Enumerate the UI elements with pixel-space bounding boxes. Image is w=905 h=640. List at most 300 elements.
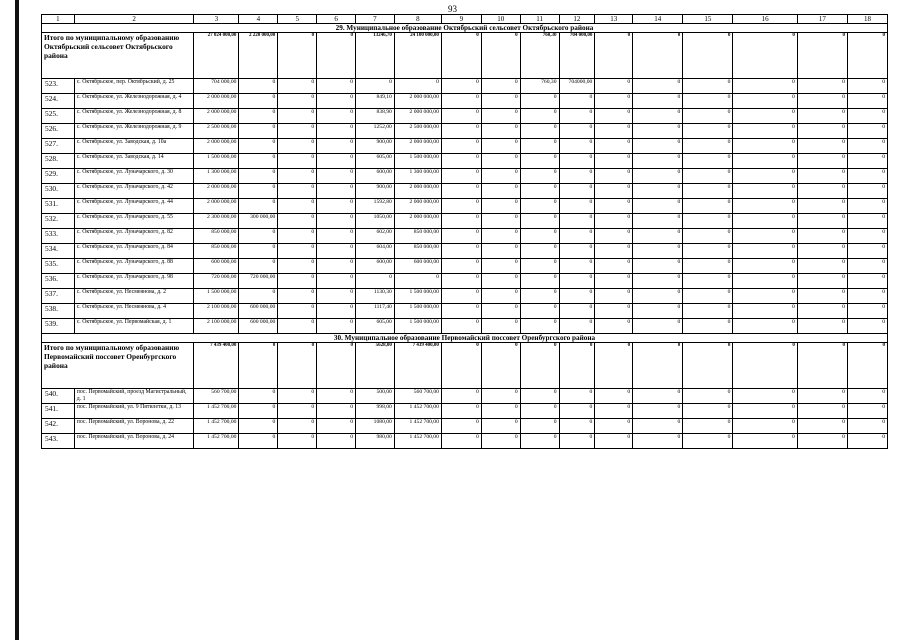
table-row [42,274,888,289]
row-value-col-18: 0 [847,419,887,434]
row-number: 537. [42,289,75,304]
row-value-col-14: 0 [633,289,683,304]
total-value-col-13: 0 [595,33,633,79]
row-value-col-17: 0 [797,319,847,334]
row-value-col-8: 2 000 000,00 [394,139,441,154]
row-address: с. Октябрьское, ул. Луначарского, д. 44 [74,199,194,214]
row-value-col-10: 0 [481,154,520,169]
row-value-col-6: 0 [317,229,356,244]
row-value-col-11: 0 [520,94,559,109]
row-value-col-18: 0 [847,319,887,334]
row-value-col-10: 0 [481,79,520,94]
row-value-col-16: 0 [733,79,797,94]
row-value-col-18: 0 [847,244,887,259]
total-value-col-11: 760,30 [520,33,559,79]
row-value-col-3: 560 700,00 [194,389,239,404]
row-value-col-6: 0 [317,289,356,304]
row-value-col-14: 0 [633,389,683,404]
row-number: 541. [42,404,75,419]
column-number-5: 5 [278,15,317,24]
row-value-col-17: 0 [797,214,847,229]
row-value-col-3: 850 000,00 [194,229,239,244]
row-value-col-15: 0 [683,229,733,244]
row-value-col-16: 0 [733,389,797,404]
total-value-col-13: 0 [595,343,633,389]
row-number: 542. [42,419,75,434]
row-value-col-7: 0 [356,274,395,289]
row-value-col-5: 0 [278,124,317,139]
total-value-col-9: 0 [441,33,481,79]
section-title-row [42,334,888,343]
row-number: 523. [42,79,75,94]
row-value-col-9: 0 [441,124,481,139]
row-value-col-14: 0 [633,259,683,274]
row-value-col-16: 0 [733,94,797,109]
row-value-col-10: 0 [481,109,520,124]
row-value-col-10: 0 [481,389,520,404]
row-value-col-10: 0 [481,214,520,229]
row-value-col-10: 0 [481,169,520,184]
row-value-col-16: 0 [733,154,797,169]
row-value-col-8: 2 500 000,00 [394,124,441,139]
row-value-col-17: 0 [797,274,847,289]
row-value-col-4: 0 [239,389,278,404]
row-value-col-8: 0 [394,274,441,289]
row-value-col-16: 0 [733,319,797,334]
row-value-col-7: 998,00 [356,404,395,419]
row-value-col-9: 0 [441,259,481,274]
row-value-col-11: 0 [520,124,559,139]
row-value-col-9: 0 [441,274,481,289]
row-value-col-17: 0 [797,404,847,419]
row-value-col-15: 0 [683,319,733,334]
row-value-col-10: 0 [481,404,520,419]
row-value-col-12: 0 [559,169,595,184]
row-value-col-4: 0 [239,244,278,259]
row-value-col-11: 0 [520,259,559,274]
row-value-col-9: 0 [441,389,481,404]
row-value-col-14: 0 [633,419,683,434]
row-number: 527. [42,139,75,154]
row-value-col-16: 0 [733,289,797,304]
total-value-col-17: 0 [797,343,847,389]
row-value-col-5: 0 [278,154,317,169]
row-value-col-7: 0 [356,79,395,94]
row-value-col-15: 0 [683,199,733,214]
row-address: с. Октябрьское, ул. Первомайская, д. 1 [74,319,194,334]
row-value-col-8: 850 000,00 [394,229,441,244]
row-number: 540. [42,389,75,404]
row-value-col-10: 0 [481,184,520,199]
row-value-col-4: 0 [239,289,278,304]
row-value-col-13: 0 [595,434,633,449]
row-value-col-16: 0 [733,304,797,319]
row-value-col-13: 0 [595,389,633,404]
row-value-col-9: 0 [441,169,481,184]
row-value-col-6: 0 [317,274,356,289]
section-total-row [42,33,888,79]
row-value-col-12: 0 [559,199,595,214]
row-value-col-6: 0 [317,184,356,199]
row-value-col-15: 0 [683,214,733,229]
row-value-col-7: 1080,00 [356,419,395,434]
row-value-col-15: 0 [683,139,733,154]
row-address: пос. Первомайский, проезд Магистральный, д. 1 [74,389,194,404]
row-value-col-13: 0 [595,184,633,199]
row-value-col-11: 0 [520,139,559,154]
row-value-col-11: 0 [520,274,559,289]
table-row [42,94,888,109]
row-value-col-15: 0 [683,404,733,419]
row-value-col-9: 0 [441,419,481,434]
row-value-col-17: 0 [797,94,847,109]
row-value-col-13: 0 [595,169,633,184]
row-address: с. Октябрьское, ул. Заводская, д. 14 [74,154,194,169]
row-value-col-14: 0 [633,274,683,289]
row-value-col-10: 0 [481,319,520,334]
row-value-col-12: 0 [559,304,595,319]
total-value-col-8: 7 439 400,00 [394,343,441,389]
row-address: с. Октябрьское, пер. Октябрьский, д. 25 [74,79,194,94]
row-number: 543. [42,434,75,449]
row-value-col-8: 560 700,00 [394,389,441,404]
row-value-col-17: 0 [797,289,847,304]
row-address: с. Октябрьское, ул. Луначарского, д. 30 [74,169,194,184]
row-value-col-17: 0 [797,169,847,184]
row-value-col-5: 0 [278,259,317,274]
row-address: с. Октябрьское, ул. Несмеянова, д. 4 [74,304,194,319]
row-value-col-17: 0 [797,259,847,274]
row-value-col-16: 0 [733,404,797,419]
row-value-col-4: 0 [239,79,278,94]
row-value-col-9: 0 [441,94,481,109]
row-number: 535. [42,259,75,274]
row-address: с. Октябрьское, ул. Железнодорожная, д. 8 [74,109,194,124]
row-value-col-8: 1 452 700,00 [394,404,441,419]
total-value-col-6: 0 [317,343,356,389]
row-value-col-6: 0 [317,304,356,319]
row-address: с. Октябрьское, ул. Луначарского, д. 88 [74,259,194,274]
row-value-col-15: 0 [683,244,733,259]
row-value-col-14: 0 [633,229,683,244]
row-value-col-15: 0 [683,124,733,139]
row-value-col-18: 0 [847,199,887,214]
row-value-col-5: 0 [278,79,317,94]
row-value-col-18: 0 [847,404,887,419]
total-value-col-7: 13246,70 [356,33,395,79]
row-value-col-13: 0 [595,154,633,169]
row-number: 534. [42,244,75,259]
row-value-col-5: 0 [278,229,317,244]
row-value-col-7: 605,00 [356,154,395,169]
row-value-col-13: 0 [595,274,633,289]
row-value-col-7: 600,00 [356,169,395,184]
row-number: 524. [42,94,75,109]
table-row [42,199,888,214]
total-value-col-18: 0 [847,343,887,389]
row-value-col-3: 2 000 000,00 [194,184,239,199]
row-value-col-6: 0 [317,79,356,94]
row-value-col-15: 0 [683,184,733,199]
row-address: с. Октябрьское, ул. Луначарского, д. 98 [74,274,194,289]
row-value-col-11: 0 [520,229,559,244]
row-value-col-16: 0 [733,109,797,124]
row-value-col-12: 0 [559,109,595,124]
row-value-col-12: 0 [559,184,595,199]
row-value-col-16: 0 [733,244,797,259]
row-value-col-8: 1 452 700,00 [394,434,441,449]
row-value-col-17: 0 [797,184,847,199]
row-value-col-8: 1 300 000,00 [394,169,441,184]
row-value-col-6: 0 [317,154,356,169]
row-value-col-8: 1 452 700,00 [394,419,441,434]
row-value-col-12: 0 [559,434,595,449]
row-value-col-8: 2 000 000,00 [394,94,441,109]
row-value-col-13: 0 [595,79,633,94]
row-value-col-6: 0 [317,404,356,419]
row-number: 530. [42,184,75,199]
row-value-col-5: 0 [278,169,317,184]
page-number: 93 [448,4,457,14]
row-value-col-15: 0 [683,434,733,449]
row-value-col-3: 850 000,00 [194,244,239,259]
row-address: с. Октябрьское, ул. Несмеянова, д. 2 [74,289,194,304]
row-value-col-13: 0 [595,289,633,304]
row-value-col-15: 0 [683,259,733,274]
row-address: с. Октябрьское, ул. Луначарского, д. 42 [74,184,194,199]
column-number-7: 7 [356,15,395,24]
row-value-col-14: 0 [633,94,683,109]
row-value-col-3: 1 452 700,00 [194,434,239,449]
row-value-col-11: 0 [520,434,559,449]
row-value-col-6: 0 [317,244,356,259]
row-value-col-10: 0 [481,434,520,449]
row-value-col-17: 0 [797,199,847,214]
row-address: с. Октябрьское, ул. Луначарского, д. 82 [74,229,194,244]
total-value-col-18: 0 [847,33,887,79]
row-value-col-5: 0 [278,199,317,214]
row-value-col-3: 1 452 700,00 [194,404,239,419]
row-value-col-9: 0 [441,434,481,449]
row-value-col-4: 0 [239,154,278,169]
scan-edge-shadow [15,0,19,640]
row-value-col-12: 0 [559,289,595,304]
table-row [42,124,888,139]
row-value-col-18: 0 [847,289,887,304]
row-value-col-6: 0 [317,319,356,334]
row-value-col-4: 0 [239,184,278,199]
row-value-col-14: 0 [633,154,683,169]
row-value-col-8: 2 000 000,00 [394,199,441,214]
column-number-6: 6 [317,15,356,24]
row-value-col-4: 0 [239,94,278,109]
section-title: 29. Муниципальное образование Октябрьский сельсовет Октябрьского района [42,24,888,33]
row-value-col-13: 0 [595,109,633,124]
row-value-col-18: 0 [847,259,887,274]
section-title-row [42,24,888,33]
row-value-col-3: 600 000,00 [194,259,239,274]
row-value-col-12: 0 [559,214,595,229]
row-value-col-3: 2 000 000,00 [194,139,239,154]
total-value-col-12: 704 000,00 [559,33,595,79]
row-value-col-5: 0 [278,319,317,334]
row-value-col-14: 0 [633,124,683,139]
row-value-col-7: 1130,30 [356,289,395,304]
row-value-col-17: 0 [797,229,847,244]
column-number-11: 11 [520,15,559,24]
row-value-col-17: 0 [797,434,847,449]
row-value-col-15: 0 [683,304,733,319]
row-value-col-8: 1 500 000,00 [394,319,441,334]
row-value-col-8: 0 [394,79,441,94]
row-number: 532. [42,214,75,229]
row-value-col-7: 900,00 [356,139,395,154]
row-value-col-6: 0 [317,94,356,109]
row-value-col-11: 0 [520,319,559,334]
row-value-col-9: 0 [441,289,481,304]
row-value-col-3: 2 300 000,00 [194,214,239,229]
row-value-col-8: 2 000 000,00 [394,109,441,124]
row-value-col-10: 0 [481,124,520,139]
row-value-col-6: 0 [317,139,356,154]
row-address: пос. Первомайский, ул. Воронова, д. 22 [74,419,194,434]
row-value-col-13: 0 [595,139,633,154]
row-value-col-9: 0 [441,404,481,419]
row-value-col-13: 0 [595,259,633,274]
row-value-col-18: 0 [847,184,887,199]
row-value-col-6: 0 [317,214,356,229]
row-value-col-16: 0 [733,419,797,434]
row-number: 536. [42,274,75,289]
row-value-col-11: 0 [520,199,559,214]
total-value-col-9: 0 [441,343,481,389]
table-row [42,259,888,274]
total-value-col-3: 7 439 400,00 [194,343,239,389]
total-value-col-15: 0 [683,343,733,389]
total-value-col-11: 0 [520,343,559,389]
table-row [42,139,888,154]
row-value-col-9: 0 [441,79,481,94]
row-value-col-16: 0 [733,434,797,449]
total-value-col-5: 0 [278,343,317,389]
row-value-col-3: 1 500 000,00 [194,154,239,169]
row-value-col-13: 0 [595,94,633,109]
row-value-col-7: 600,00 [356,259,395,274]
row-value-col-11: 0 [520,389,559,404]
row-value-col-12: 0 [559,419,595,434]
total-value-col-17: 0 [797,33,847,79]
row-value-col-15: 0 [683,419,733,434]
row-value-col-18: 0 [847,169,887,184]
row-value-col-6: 0 [317,434,356,449]
row-value-col-17: 0 [797,389,847,404]
total-value-col-10: 0 [481,343,520,389]
row-value-col-12: 0 [559,154,595,169]
row-value-col-10: 0 [481,304,520,319]
row-value-col-4: 0 [239,404,278,419]
row-value-col-4: 600 000,00 [239,319,278,334]
table-row [42,109,888,124]
table-row [42,304,888,319]
row-value-col-4: 0 [239,199,278,214]
row-value-col-14: 0 [633,304,683,319]
row-address: с. Октябрьское, ул. Луначарского, д. 84 [74,244,194,259]
column-number-18: 18 [847,15,887,24]
row-value-col-14: 0 [633,214,683,229]
row-value-col-5: 0 [278,94,317,109]
row-value-col-6: 0 [317,124,356,139]
row-value-col-5: 0 [278,434,317,449]
row-value-col-13: 0 [595,229,633,244]
section-title: 30. Муниципальное образование Первомайский поссовет Оренбургского района [42,334,888,343]
row-value-col-3: 1 452 700,00 [194,419,239,434]
row-value-col-3: 2 100 000,00 [194,304,239,319]
row-value-col-8: 1 500 000,00 [394,289,441,304]
row-value-col-16: 0 [733,229,797,244]
row-value-col-3: 2 100 000,00 [194,319,239,334]
table-row [42,319,888,334]
row-value-col-4: 720 000,00 [239,274,278,289]
table-row [42,79,888,94]
row-address: с. Октябрьское, ул. Луначарского, д. 55 [74,214,194,229]
row-value-col-5: 0 [278,289,317,304]
row-value-col-3: 720 000,00 [194,274,239,289]
row-value-col-6: 0 [317,259,356,274]
row-value-col-10: 0 [481,139,520,154]
row-value-col-6: 0 [317,389,356,404]
row-value-col-14: 0 [633,319,683,334]
row-number: 538. [42,304,75,319]
row-value-col-5: 0 [278,244,317,259]
row-value-col-10: 0 [481,274,520,289]
column-number-9: 9 [441,15,481,24]
row-value-col-5: 0 [278,304,317,319]
row-value-col-4: 0 [239,419,278,434]
row-value-col-11: 0 [520,214,559,229]
row-value-col-11: 760,30 [520,79,559,94]
total-value-col-16: 0 [733,343,797,389]
row-value-col-10: 0 [481,289,520,304]
row-value-col-17: 0 [797,154,847,169]
row-value-col-5: 0 [278,109,317,124]
row-value-col-17: 0 [797,109,847,124]
row-number: 528. [42,154,75,169]
row-value-col-4: 0 [239,434,278,449]
row-value-col-18: 0 [847,139,887,154]
row-value-col-5: 0 [278,139,317,154]
row-value-col-15: 0 [683,169,733,184]
row-value-col-17: 0 [797,244,847,259]
row-value-col-16: 0 [733,199,797,214]
column-number-15: 15 [683,15,733,24]
row-value-col-11: 0 [520,169,559,184]
row-value-col-5: 0 [278,184,317,199]
total-value-col-4: 0 [239,343,278,389]
row-value-col-18: 0 [847,94,887,109]
column-number-2: 2 [74,15,194,24]
row-value-col-13: 0 [595,199,633,214]
column-number-10: 10 [481,15,520,24]
row-value-col-7: 605,00 [356,319,395,334]
row-value-col-12: 0 [559,319,595,334]
row-number: 529. [42,169,75,184]
row-value-col-14: 0 [633,169,683,184]
row-value-col-6: 0 [317,169,356,184]
row-value-col-3: 2 000 000,00 [194,199,239,214]
row-value-col-4: 0 [239,139,278,154]
total-value-col-8: 24 100 000,00 [394,33,441,79]
row-value-col-8: 600 000,00 [394,259,441,274]
